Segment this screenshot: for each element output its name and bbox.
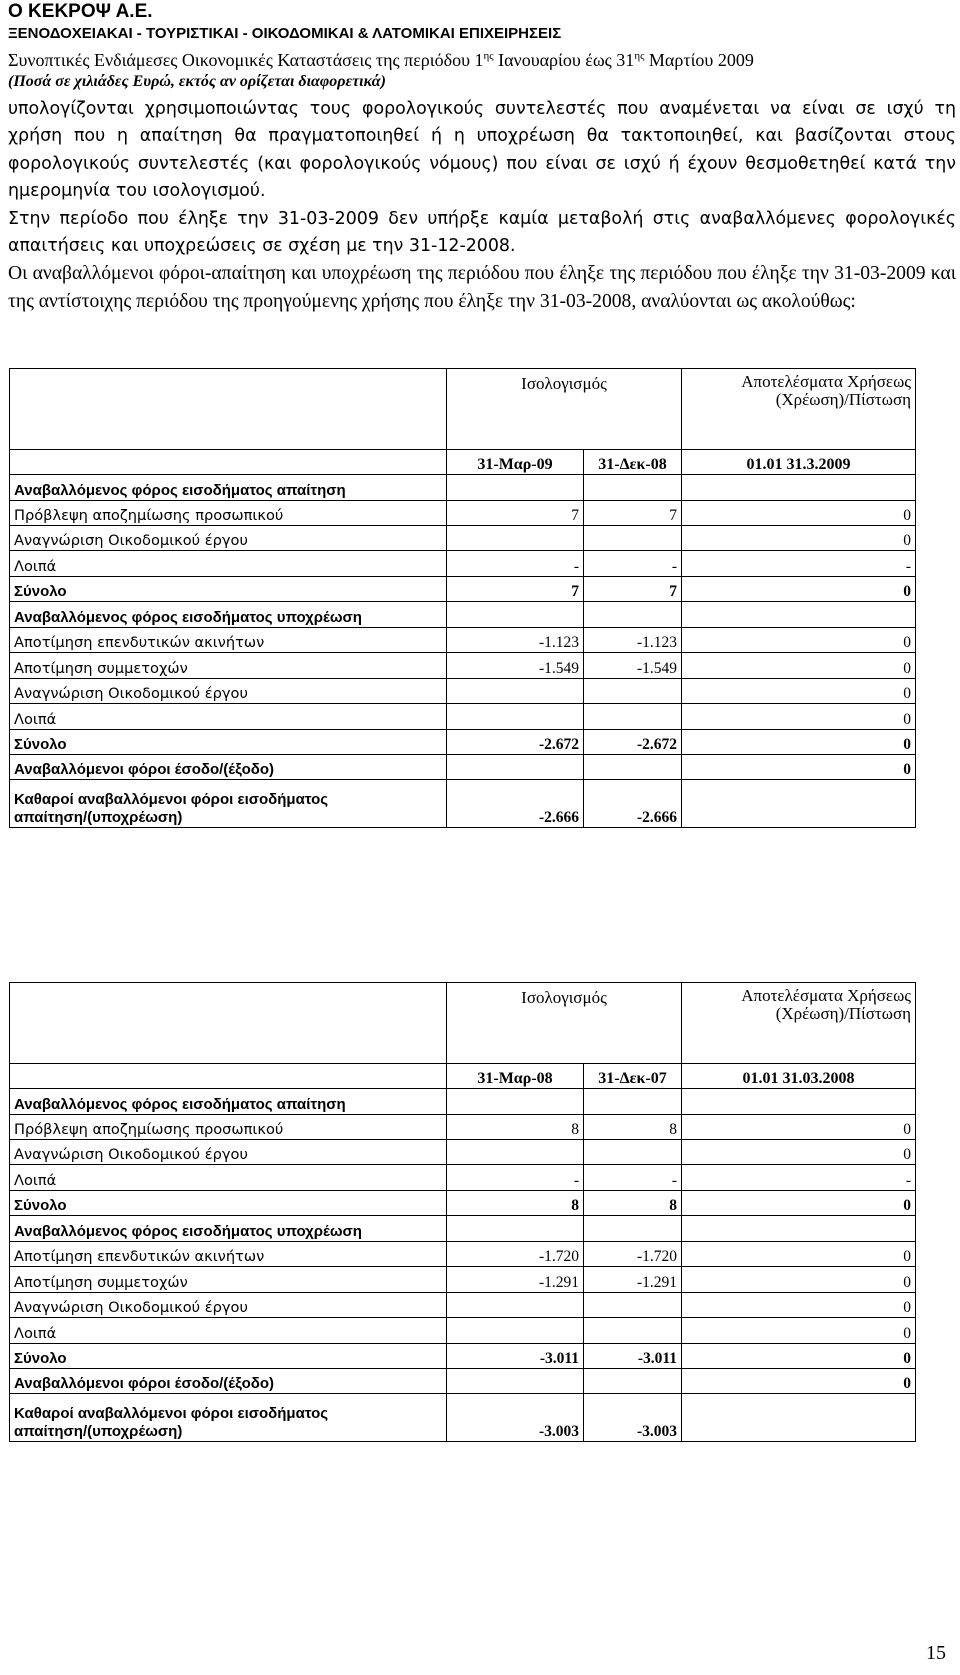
value-b: -3.011	[584, 1344, 682, 1369]
amounts-note: (Ποσά σε χιλιάδες Ευρώ, εκτός αν ορίζεται διαφορετικά)	[8, 73, 386, 90]
table-row	[10, 501, 916, 526]
value-a: -3.011	[447, 1344, 584, 1369]
value-b: -	[584, 551, 682, 577]
results-header: Αποτελέσματα Χρήσεως (Χρέωση)/Πίστωση	[682, 983, 916, 1064]
period-sup-1: ης	[483, 50, 494, 62]
deferred-tax-table-2008	[9, 982, 916, 1442]
value-c: 0	[682, 1115, 916, 1140]
table-row	[10, 780, 916, 828]
table-row	[10, 704, 916, 730]
table-row	[10, 1293, 916, 1318]
page-number: 15	[926, 1642, 946, 1664]
row-label: Αποτίμηση επενδυτικών ακινήτων	[10, 1242, 447, 1267]
row-label: Αναβαλλόμενος φόρος εισοδήματος απαίτηση	[10, 1089, 447, 1115]
company-name: Ο ΚΕΚΡΟΨ Α.Ε.	[8, 1, 153, 22]
row-label: Σύνολο	[10, 1344, 447, 1369]
period-text-a: Συνοπτικές Ενδιάμεσες Οικονομικές Καταστάσεις της περιόδου 1	[8, 50, 484, 70]
value-a: 8	[447, 1115, 584, 1140]
body-text	[8, 96, 956, 315]
value-b	[584, 475, 682, 501]
table-row	[10, 1344, 916, 1369]
value-a	[447, 1216, 584, 1242]
value-b	[584, 1369, 682, 1394]
value-c: 0	[682, 1369, 916, 1394]
period-sup-2: ης	[634, 50, 645, 62]
value-a: -2.666	[447, 780, 584, 828]
company-subtitle: ΞΕΝΟΔΟΧΕΙΑΚΑΙ - ΤΟΥΡΙΣΤΙΚΑΙ - ΟΙΚΟΔΟΜΙΚΑΙ & ΛΑΤΟΜΙΚΑΙ ΕΠΙΧΕΙΡΗΣΕΙΣ	[8, 25, 562, 42]
row-label: Αναβαλλόμενος φόρος εισοδήματος απαίτηση	[10, 475, 447, 501]
value-b: -1.291	[584, 1267, 682, 1293]
value-a: -3.003	[447, 1394, 584, 1442]
value-a: 8	[447, 1191, 584, 1216]
row-label: Λοιπά	[10, 704, 447, 730]
value-c: 0	[682, 730, 916, 755]
row-label: Αναγνώριση Οικοδομικού έργου	[10, 1140, 447, 1165]
table-row	[10, 730, 916, 755]
period-text-b: Ιανουαρίου έως 31	[493, 50, 635, 70]
table-head-blank	[10, 369, 447, 450]
value-b	[584, 1216, 682, 1242]
value-a	[447, 1089, 584, 1115]
value-c	[682, 1394, 916, 1442]
period-text-c: Μαρτίου 2009	[644, 50, 754, 70]
value-b: 8	[584, 1115, 682, 1140]
value-b: 7	[584, 577, 682, 602]
balance-sheet-header: Ισολογισμός	[447, 983, 682, 1064]
row-label: Πρόβλεψη αποζημίωσης προσωπικού	[10, 1115, 447, 1140]
value-c	[682, 602, 916, 628]
row-label: Σύνολο	[10, 577, 447, 602]
value-b: -	[584, 1165, 682, 1191]
value-c: 0	[682, 526, 916, 551]
table-row	[10, 1115, 916, 1140]
date-col-1: 31-Μαρ-09	[447, 450, 584, 475]
value-b	[584, 1318, 682, 1344]
date-col-3: 01.01 31.3.2009	[682, 450, 916, 475]
value-c: 0	[682, 1293, 916, 1318]
row-label: Λοιπά	[10, 1165, 447, 1191]
value-a	[447, 475, 584, 501]
value-b	[584, 679, 682, 704]
table-row	[10, 1191, 916, 1216]
value-a: 7	[447, 501, 584, 526]
value-a: -1.549	[447, 653, 584, 679]
table-row	[10, 1267, 916, 1293]
value-c: 0	[682, 704, 916, 730]
value-c: 0	[682, 1267, 916, 1293]
value-c: 0	[682, 679, 916, 704]
row-label: Αναγνώριση Οικοδομικού έργου	[10, 679, 447, 704]
value-b	[584, 755, 682, 780]
value-a	[447, 704, 584, 730]
row-label: Αναβαλλόμενοι φόροι έσοδο/(έξοδο)	[10, 1369, 447, 1394]
value-a	[447, 679, 584, 704]
value-a: -	[447, 1165, 584, 1191]
table-row	[10, 1242, 916, 1267]
paragraph-3: Οι αναβαλλόμενοι φόροι-απαίτηση και υποχρέωση της περιόδου που έληξε της περιόδου που έληξε την 31-03-2009 και της αντίστοιχης περιόδου της προηγούμενης χρήσης που έληξε την 31-03-2008, αναλύονται ως ακολούθως:	[8, 263, 956, 312]
value-a	[447, 1369, 584, 1394]
row-label: Λοιπά	[10, 1318, 447, 1344]
report-period	[8, 44, 952, 72]
value-b: -2.666	[584, 780, 682, 828]
row-label: Καθαροί αναβαλλόμενοι φόροι εισοδήματος απαίτηση/(υποχρέωση)	[10, 1394, 447, 1442]
row-label: Καθαροί αναβαλλόμενοι φόροι εισοδήματος απαίτηση/(υποχρέωση)	[10, 780, 447, 828]
table-row	[10, 1216, 916, 1242]
value-b: -2.672	[584, 730, 682, 755]
deferred-tax-table-2009	[9, 368, 916, 828]
value-c: 0	[682, 1318, 916, 1344]
value-a	[447, 755, 584, 780]
row-label: Αναβαλλόμενος φόρος εισοδήματος υποχρέωση	[10, 602, 447, 628]
value-b: 7	[584, 501, 682, 526]
row-label: Λοιπά	[10, 551, 447, 577]
value-b	[584, 704, 682, 730]
value-b	[584, 1140, 682, 1165]
row-label: Αναγνώριση Οικοδομικού έργου	[10, 1293, 447, 1318]
table-row	[10, 1089, 916, 1115]
results-header: Αποτελέσματα Χρήσεως (Χρέωση)/Πίστωση	[682, 369, 916, 450]
row-label: Αποτίμηση επενδυτικών ακινήτων	[10, 628, 447, 653]
value-a	[447, 1140, 584, 1165]
date-row-blank	[10, 1064, 447, 1089]
value-a: -2.672	[447, 730, 584, 755]
row-label: Αναβαλλόμενοι φόροι έσοδο/(έξοδο)	[10, 755, 447, 780]
value-c: 0	[682, 1344, 916, 1369]
row-label: Σύνολο	[10, 730, 447, 755]
table-row	[10, 526, 916, 551]
table-row	[10, 577, 916, 602]
value-c: 0	[682, 653, 916, 679]
table-row	[10, 1165, 916, 1191]
row-label: Αποτίμηση συμμετοχών	[10, 1267, 447, 1293]
value-a: 7	[447, 577, 584, 602]
value-a	[447, 602, 584, 628]
date-col-3: 01.01 31.03.2008	[682, 1064, 916, 1089]
value-c: 0	[682, 1191, 916, 1216]
table-row	[10, 653, 916, 679]
value-c	[682, 1216, 916, 1242]
row-label: Πρόβλεψη αποζημίωσης προσωπικού	[10, 501, 447, 526]
value-c	[682, 475, 916, 501]
table-row	[10, 679, 916, 704]
value-c: 0	[682, 501, 916, 526]
table-row	[10, 602, 916, 628]
value-c	[682, 1089, 916, 1115]
page-header	[8, 0, 952, 92]
value-c: -	[682, 551, 916, 577]
table-head-blank	[10, 983, 447, 1064]
paragraph-1: υπολογίζονται χρησιμοποιώντας τους φορολογικούς συντελεστές που αναμένεται να είναι σε ισχύ τη χρήση που η απαίτηση θα πραγματοποιηθεί ή η υποχρέωση θα τακτοποιηθεί, και βασίζονται στους φορολογικούς συντελεστές (και φορολογικούς νόμους) που είναι σε ισχύ ή έχουν θεσμοθετηθεί κατά την ημερομηνία του ισολογισμού.	[8, 99, 956, 202]
table-row	[10, 628, 916, 653]
date-col-1: 31-Μαρ-08	[447, 1064, 584, 1089]
value-b: -1.549	[584, 653, 682, 679]
paragraph-2: Στην περίοδο που έληξε την 31-03-2009 δεν υπήρξε καμία μεταβολή στις αναβαλλόμενες φορολογικές απαιτήσεις και υποχρεώσεις σε σχέση με την 31-12-2008.	[8, 208, 956, 257]
row-label: Σύνολο	[10, 1191, 447, 1216]
balance-sheet-header: Ισολογισμός	[447, 369, 682, 450]
value-a	[447, 1318, 584, 1344]
value-c: -	[682, 1165, 916, 1191]
value-a: -1.720	[447, 1242, 584, 1267]
value-c	[682, 780, 916, 828]
value-a	[447, 1293, 584, 1318]
value-a: -1.123	[447, 628, 584, 653]
date-col-2: 31-Δεκ-07	[584, 1064, 682, 1089]
value-b: -1.720	[584, 1242, 682, 1267]
table-row	[10, 1140, 916, 1165]
table-row	[10, 1318, 916, 1344]
value-b	[584, 1293, 682, 1318]
value-c: 0	[682, 1140, 916, 1165]
value-a: -	[447, 551, 584, 577]
date-col-2: 31-Δεκ-08	[584, 450, 682, 475]
table-row	[10, 1394, 916, 1442]
row-label: Αναβαλλόμενος φόρος εισοδήματος υποχρέωση	[10, 1216, 447, 1242]
table-row	[10, 475, 916, 501]
value-b: -3.003	[584, 1394, 682, 1442]
value-b: 8	[584, 1191, 682, 1216]
row-label: Αποτίμηση συμμετοχών	[10, 653, 447, 679]
value-c: 0	[682, 755, 916, 780]
value-a	[447, 526, 584, 551]
value-c: 0	[682, 1242, 916, 1267]
row-label: Αναγνώριση Οικοδομικού έργου	[10, 526, 447, 551]
table-row	[10, 1369, 916, 1394]
date-row-blank	[10, 450, 447, 475]
value-a: -1.291	[447, 1267, 584, 1293]
value-c: 0	[682, 628, 916, 653]
table-row	[10, 551, 916, 577]
value-b	[584, 526, 682, 551]
value-b	[584, 1089, 682, 1115]
value-b: -1.123	[584, 628, 682, 653]
value-b	[584, 602, 682, 628]
table-row	[10, 755, 916, 780]
value-c: 0	[682, 577, 916, 602]
